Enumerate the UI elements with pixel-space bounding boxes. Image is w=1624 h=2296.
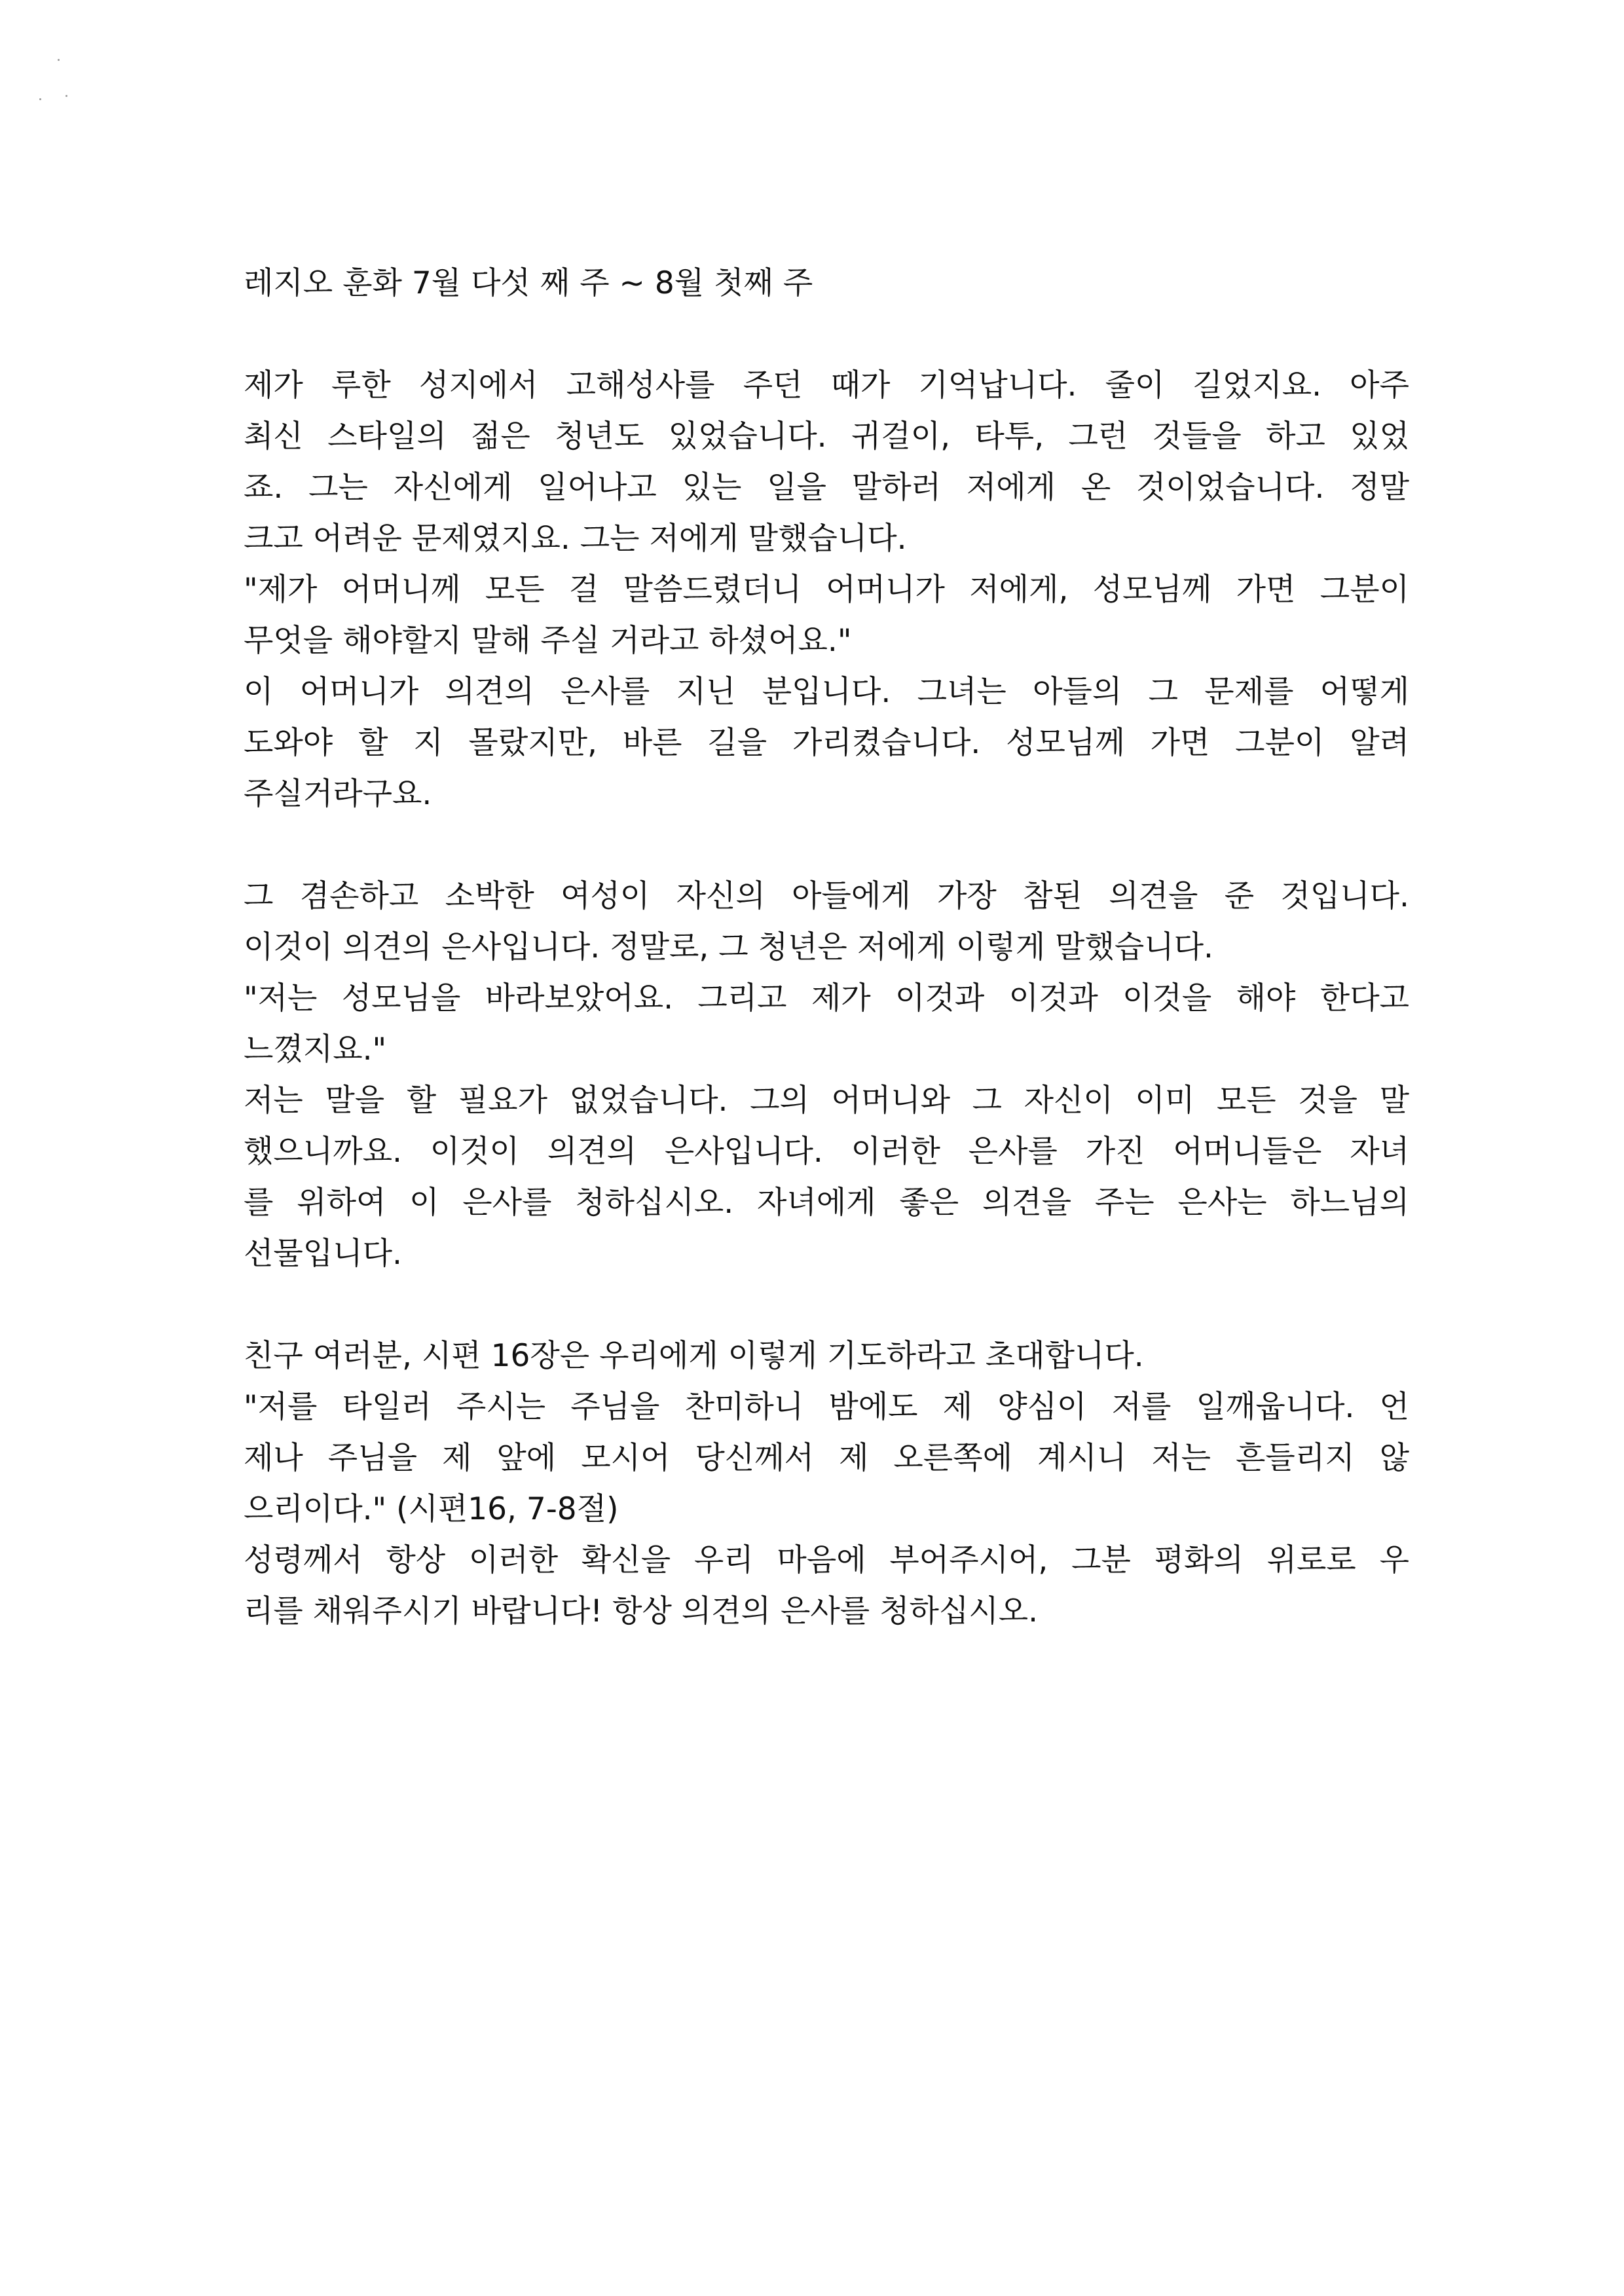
text-line: 저는 말을 할 필요가 없었습니다. 그의 어머니와 그 자신이 이미 모든 것을 말 — [244, 1083, 1409, 1119]
text-line: 선물입니다. — [244, 1236, 402, 1272]
text-line: 제가 루한 성지에서 고해성사를 주던 때가 기억납니다. 줄이 길었지요. 아주 — [244, 367, 1409, 403]
text-line: 무엇을 해야할지 말해 주실 거라고 하셨어요." — [244, 623, 852, 659]
text-line: "제가 어머니께 모든 걸 말씀드렸더니 어머니가 저에게, 성모님께 가면 그분이 — [244, 572, 1409, 608]
text-line: 죠. 그는 자신에게 일어나고 있는 일을 말하러 저에게 온 것이었습니다. 정말 — [244, 470, 1409, 506]
text-line: "저를 타일러 주시는 주님을 찬미하니 밤에도 제 양심이 저를 일깨웁니다. 언 — [244, 1389, 1409, 1425]
text-line: 리를 채워주시기 바랍니다! 항상 의견의 은사를 청하십시오. — [244, 1593, 1039, 1629]
text-line: 도와야 할 지 몰랐지만, 바른 길을 가리켰습니다. 성모님께 가면 그분이 알려 — [244, 725, 1409, 761]
text-line: 제나 주님을 제 앞에 모시어 당신께서 제 오른쪽에 계시니 저는 흔들리지 않 — [244, 1440, 1409, 1476]
scan-specks — [39, 59, 92, 111]
text-line: 주실거라구요. — [244, 776, 432, 812]
document-body — [244, 258, 1409, 1688]
paragraph-2 — [244, 871, 1409, 1280]
paragraph-3 — [244, 1331, 1409, 1637]
text-line: 이것이 의견의 은사입니다. 정말로, 그 청년은 저에게 이렇게 말했습니다. — [244, 929, 1213, 965]
text-line: 그 겸손하고 소박한 여성이 자신의 아들에게 가장 참된 의견을 준 것입니다. — [244, 878, 1409, 914]
text-line: "저는 성모님을 바라보았어요. 그리고 제가 이것과 이것과 이것을 해야 한다고 — [244, 980, 1409, 1016]
text-line: 를 위하여 이 은사를 청하십시오. 자녀에게 좋은 의견을 주는 은사는 하느님의 — [244, 1185, 1409, 1221]
text-line: 크고 어려운 문제였지요. 그는 저에게 말했습니다. — [244, 521, 907, 557]
text-line: 이 어머니가 의견의 은사를 지닌 분입니다. 그녀는 아들의 그 문제를 어떻게 — [244, 674, 1409, 710]
text-line: 최신 스타일의 젊은 청년도 있었습니다. 귀걸이, 타투, 그런 것들을 하고 있었 — [244, 418, 1409, 454]
document-title: 레지오 훈화 7월 다섯 째 주 ~ 8월 첫째 주 — [244, 265, 813, 301]
text-line: 성령께서 항상 이러한 확신을 우리 마음에 부어주시어, 그분 평화의 위로로 우 — [244, 1542, 1409, 1578]
text-line: 으리이다." (시편16, 7-8절) — [244, 1491, 619, 1527]
text-line: 했으니까요. 이것이 의견의 은사입니다. 이러한 은사를 가진 어머니들은 자녀 — [244, 1134, 1409, 1170]
text-line: 느꼈지요." — [244, 1031, 387, 1067]
text-line: 친구 여러분, 시편 16장은 우리에게 이렇게 기도하라고 초대합니다. — [244, 1338, 1144, 1374]
paragraph-1 — [244, 360, 1409, 820]
